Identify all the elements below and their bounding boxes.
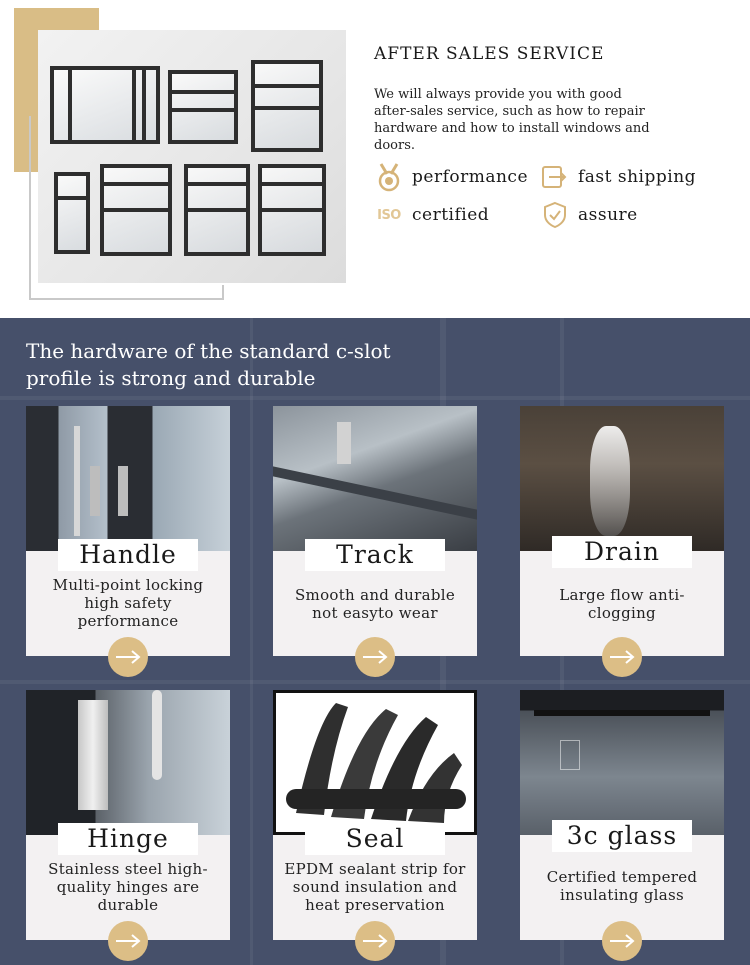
- hinge-photo: [26, 690, 230, 835]
- card-title: Drain: [552, 536, 692, 568]
- card-description: Multi-point locking high safety performance: [52, 576, 204, 630]
- arrow-right-icon: [115, 934, 141, 948]
- iso-badge-icon: ISO: [377, 207, 401, 223]
- decorative-outline-right: [222, 285, 224, 300]
- arrow-right-icon: [115, 650, 141, 664]
- arrow-button[interactable]: [355, 921, 395, 961]
- arrow-button[interactable]: [355, 637, 395, 677]
- service-title: AFTER SALES SERVICE: [374, 44, 605, 64]
- arrow-button[interactable]: [108, 921, 148, 961]
- arrow-right-icon: [362, 650, 388, 664]
- card-handle[interactable]: [26, 406, 230, 656]
- feature-label: performance: [412, 167, 529, 187]
- feature-label: assure: [578, 205, 638, 225]
- card-description: Large flow anti-clogging: [559, 586, 685, 622]
- glass-photo: [520, 690, 724, 835]
- card-title: Handle: [58, 539, 198, 571]
- hardware-section: [0, 318, 750, 965]
- service-description: We will always provide you with good after-sales service, such as how to repair hardware and how to install windows and doors.: [374, 87, 650, 153]
- arrow-right-icon: [609, 650, 635, 664]
- handle-photo: [26, 406, 230, 551]
- arrow-button[interactable]: [108, 637, 148, 677]
- arrow-right-icon: [609, 934, 635, 948]
- feature-assure: [540, 200, 638, 230]
- after-sales-section: [0, 0, 750, 318]
- medal-icon: [374, 162, 404, 192]
- drain-photo: [520, 406, 724, 551]
- card-title: Seal: [305, 823, 445, 855]
- arrow-right-icon: [362, 934, 388, 948]
- feature-label: fast shipping: [578, 167, 697, 187]
- card-3c-glass[interactable]: [520, 690, 724, 940]
- card-drain[interactable]: [520, 406, 724, 656]
- card-description: EPDM sealant strip for sound insulation and heat preservation: [284, 860, 466, 914]
- card-description: Smooth and durable not easyto wear: [294, 586, 456, 622]
- track-photo: [273, 406, 477, 551]
- shield-icon: [540, 200, 570, 230]
- card-seal[interactable]: [273, 690, 477, 940]
- seal-photo: [273, 690, 477, 835]
- hardware-headline: The hardware of the standard c-slot profile is strong and durable: [26, 339, 391, 390]
- decorative-outline-bottom: [29, 298, 224, 300]
- card-description: Certified tempered insulating glass: [546, 868, 698, 904]
- card-hinge[interactable]: [26, 690, 230, 940]
- windows-product-photo: [38, 30, 346, 283]
- card-title: Hinge: [58, 823, 198, 855]
- card-track[interactable]: [273, 406, 477, 656]
- arrow-button[interactable]: [602, 921, 642, 961]
- card-title: 3c glass: [552, 820, 692, 852]
- feature-certified: [374, 200, 489, 230]
- arrow-button[interactable]: [602, 637, 642, 677]
- card-title: Track: [305, 539, 445, 571]
- card-description: Stainless steel high-quality hinges are durable: [48, 860, 208, 914]
- feature-performance: [374, 162, 528, 192]
- feature-label: certified: [412, 205, 490, 225]
- shipping-icon: [540, 162, 570, 192]
- feature-fast-shipping: [540, 162, 696, 192]
